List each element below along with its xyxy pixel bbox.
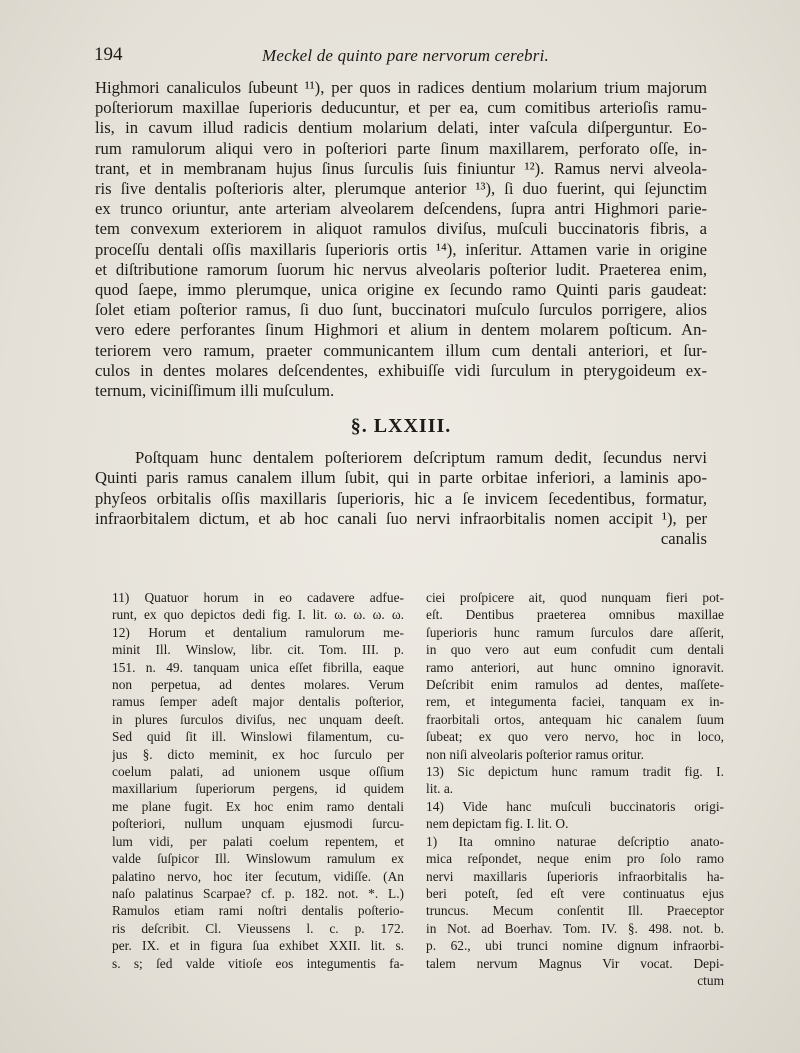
paragraph-2 [95, 448, 707, 549]
footnote-line: Ramulos etiam rami noſtri dentalis poſterio- [112, 903, 404, 919]
catchword: canalis [660, 529, 707, 549]
footnote-line: beri poteſt, ſed eſt vere continuatus ejus [426, 885, 724, 901]
text-line: quod ſaepe, immo plerumque, unica origine ex ſecundo ramo Quinti paris gaudeat: [95, 280, 707, 300]
footnote-line: non perpetua, ad dentes molares. Verum [112, 677, 404, 693]
footnote-line: in quo vero aut eum confudit cum dentali [426, 642, 724, 658]
footnote-line: 14) Vide hanc muſculi buccinatoris origi- [426, 798, 724, 814]
footnote-line: p. 62., ubi trunci nomine dignum infraorbi- [426, 938, 724, 954]
footnote-line: naſo palatinus Scarpae? cf. p. 182. not. *. L.) [112, 885, 404, 901]
section-heading: §. LXXIII. [350, 415, 452, 438]
footnote-line: per. IX. et in figura ſua exhibet XXII. lit. s. [112, 938, 404, 954]
footnote-line: palatino nervo, hoc iter ſecutum, vidiſſe. (An [112, 868, 404, 884]
footnote-line: ramus ſemper adeſt major dentalis poſterior, [112, 694, 404, 710]
page-number: 194 [94, 44, 123, 65]
text-line: et diſtributione ramorum ſuorum hic nervus alveolaris poſterior ludit. Praeterea enim, [95, 259, 707, 279]
footnote-line: 1) Ita omnino naturae deſcriptio anato- [426, 833, 724, 849]
footnote-line: non niſi alveolaris poſterior ramus oritur. [426, 746, 644, 762]
footnote-line: coelum palati, ad unionem usque oſſium [112, 764, 404, 780]
footnote-line: ris deſcribit. Cl. Vieussens l. c. p. 172. [112, 920, 404, 936]
footnote-line: 151. n. 49. tanquam unica eſſet fibrilla, eaque [112, 659, 404, 675]
running-title: Meckel de quinto pare nervorum cerebri. [262, 46, 549, 65]
footnote-line: ciei proſpicere ait, quod nunquam fieri pot- [426, 590, 724, 605]
footnote-line: fraorbitali ortos, antequam hic canalem ſuum [426, 711, 724, 727]
text-line: Highmori canaliculos ſubeunt ¹¹), per quos in radices dentium molarium trium majorum [95, 78, 707, 97]
footnote-line: s. s; ſed valde vitioſe eos integumentis fa- [112, 955, 404, 971]
footnote-line: nervi maxillaris ſuperioris infraorbitalis ha- [426, 868, 724, 884]
text-line: ternum, viciniſſimum illi muſculum. [95, 381, 335, 401]
text-line: phyſeos orbitalis oſſis maxillaris ſuperioris, hic a ſe invicem ſecedentibus, formatur, [95, 488, 707, 508]
footnote-line: truncus. Mecum conſentit Ill. Praeceptor [426, 903, 724, 919]
catchword: ctum [697, 972, 724, 988]
footnote-line: ſubeat; ex quo vero nervo, hoc in loco, [426, 729, 724, 745]
footnote-column-right [426, 589, 724, 989]
footnote-column-left [112, 589, 404, 972]
footnote-line: ramo anteriori, aut hunc omnino ignoravit. [426, 659, 724, 675]
footnote-line: jus §. dicto meminit, ex hoc ſurculo per [112, 746, 404, 762]
text-line: infraorbitalem dictum, et ab hoc canali ſuo nervi infraorbitalis nomen accipit ¹), per [95, 508, 707, 528]
text-line: poſteriorum maxillae ſuperioris deducuntur, et per ea, cum comitibus arterioſis ramu- [95, 98, 707, 118]
footnote-line: talem nervum Magnus Vir vocat. Depi- [426, 955, 724, 971]
text-line: culos in dentes molares deſcendentes, exhibuiſſe vidi ſurculum in pterygoideum ex- [95, 360, 707, 380]
footnote-line: mica reſpondet, neque enim pro ſolo ramo [426, 851, 724, 867]
footnote-line: valde ſuſpicor Ill. Winslowum ramulum ex [112, 851, 404, 867]
footnote-line: Sed quid ſit ill. Winslowi filamentum, cu- [112, 729, 404, 745]
running-head [94, 44, 706, 70]
text-line: lis, in cavum illud radicis dentium molarium delati, inter vaſcula diſperguntur. Eo- [95, 118, 707, 138]
text-line: tem convexum exteriorem in aliquot ramulos diviſus, muſculi buccinatoris fibris, a [95, 219, 707, 239]
text-line: rum ramulorum aliqui vero in poſteriori parte ſinum maxillarem, perforato oſſe, in- [95, 138, 707, 158]
footnote-line: poſteriori, nullum unquam ejusmodi ſurcu- [112, 816, 404, 832]
text-line: Poſtquam hunc dentalem poſteriorem deſcriptum ramum dedit, ſecundus nervi [135, 448, 707, 468]
footnote-line: maxillarium ſuperiorum pergens, id quidem [112, 781, 404, 797]
footnote-line: 13) Sic depictum hunc ramum tradit fig. I. [426, 764, 724, 780]
text-line: ex trunco oriuntur, ante arteriam alveolarem deſcendens, ſupra antri Highmori parie- [95, 199, 707, 219]
footnote-line: minit Ill. Winslow, libr. cit. Tom. III. p. [112, 642, 404, 658]
footnote-line: 11) Quatuor horum in eo cadavere adfue- [112, 590, 404, 605]
footnote-line: in plures ſurculos diviſus, nec unquam deeſt. [112, 711, 404, 727]
text-line: ris ſive dentalis poſterioris alter, plerumque anterior ¹³), ſi duo fuerint, qui ſejunctim [95, 179, 707, 199]
text-line: Quinti paris ramus canalem illum ſubit, qui in parte orbitae inferiori, a laminis apo- [95, 468, 707, 488]
text-line: ſolet etiam poſterior ramus, ſi duo ſunt, buccinatori muſculo ſurculos porrigere, alios [95, 300, 707, 320]
footnote-line: eſt. Dentibus praeterea omnibus maxillae [426, 607, 724, 623]
text-line: proceſſu dentali oſſis maxillaris ſuperioris ortis ¹⁴), inſeritur. Attamen varie in origine [95, 239, 707, 259]
footnote-line: rem, et integumenta faciei, tanquam ex in- [426, 694, 724, 710]
footnote-line: runt, ex quo depictos dedi fig. I. lit. ω. ω. ω. ω. [112, 607, 404, 623]
paragraph-1 [95, 78, 707, 401]
text-line: vero edere perforantes ſinum Highmori et alium in dentem molarem poſticum. An- [95, 320, 707, 340]
footnote-line: in Not. ad Boerhav. Tom. IV. §. 498. not. b. [426, 920, 724, 936]
main-text [95, 78, 707, 549]
text-line: teriorem vero ramum, praeter communicantem illum cum dentali anteriori, et ſur- [95, 340, 707, 360]
footnote-line: lit. a. [426, 781, 454, 797]
footnote-line: lum vidi, per palati coelum repentem, et [112, 833, 404, 849]
footnote-line: ſuperioris hunc ramum ſurculos dare aſſerit, [426, 624, 724, 640]
footnote-line: Deſcribit enim ramulos ad dentes, maſſete- [426, 677, 724, 693]
footnote-line: me plane fugit. Ex hoc enim ramo dentali [112, 798, 404, 814]
footnote-line: nem depictam fig. I. lit. O. [426, 816, 569, 832]
footnote-line: 12) Horum et dentalium ramulorum me- [112, 624, 404, 640]
text-line: trant, et in membranam hujus ſinus ſurculis ſuis finiuntur ¹²). Ramus nervi alveola- [95, 158, 707, 178]
